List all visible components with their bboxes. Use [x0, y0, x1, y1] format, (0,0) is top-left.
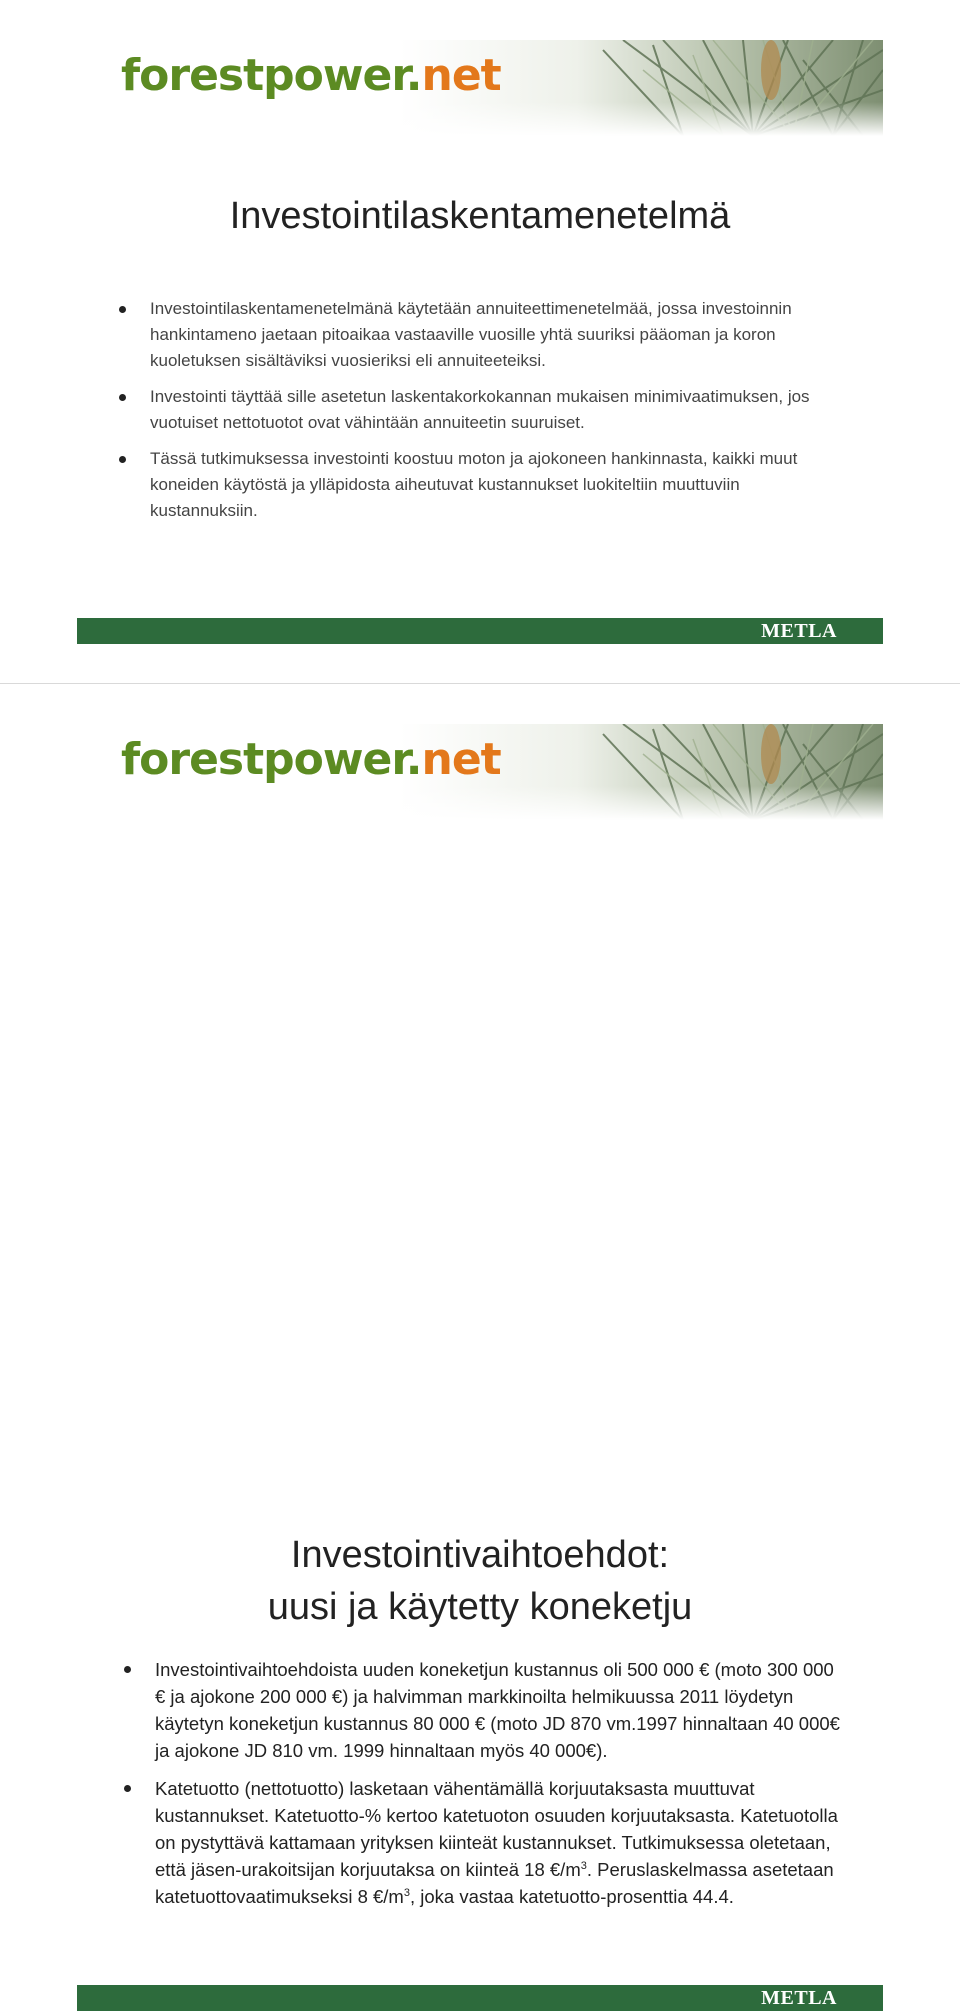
metla-logo: METLA — [761, 1987, 837, 2009]
footer-bar — [77, 1985, 883, 2011]
forestpower-logo: forestpower.net — [121, 50, 501, 101]
slide-title-line-1: Investointivaihtoehdot: — [290, 1534, 670, 1576]
slide-1 — [0, 0, 960, 683]
list-item: Investointilaskentamenetelmänä käytetään annuiteettimenetelmää, jossa investoinnin hankintameno jaetaan pitoaikaa vastaaville vuosille yhtä suuriksi pääoman ja koron kuoletuksen sisältäviksi vuosieriksi eli annuiteeteiksi. — [150, 296, 840, 374]
footer-bar — [77, 618, 883, 644]
bullet-icon — [124, 1785, 131, 1792]
slide-title: Investointilaskentamenetelmä — [229, 195, 731, 237]
bullet-icon — [119, 394, 126, 401]
bullet-icon — [119, 306, 126, 313]
list-item: Tässä tutkimuksessa investointi koostuu moton ja ajokoneen hankinnasta, kaikki muut koneiden käytöstä ja ylläpidosta aiheutuvat kustannukset luokiteltiin muuttuviin kustannuksiin. — [150, 446, 840, 524]
bullet-list — [150, 296, 840, 534]
forestpower-logo: forestpower.net — [121, 734, 501, 785]
list-item: Investointi täyttää sille asetetun laskentakorkokannan mukaisen minimivaatimuksen, jos vuotuiset nettotuotot ovat vähintään annuiteetin suuruiset. — [150, 384, 840, 436]
bullet-icon — [119, 456, 126, 463]
list-item: Katetuotto (nettotuotto) lasketaan vähentämällä korjuutaksasta muuttuvat kustannukset. Katetuotto-% kertoo katetuoton osuuden korjuutaksasta. Katetuotolla on pystyttävä kattamaan yrityksen kiinteät kustannukset. Tutkimuksessa oletetaan, että jäsen-urakoitsijan korjuutaksa on kiinteä 18 $€/m^3$. Peruslaskelmassa asetetaan katetuottovaatimukseksi 8 $€/m^3$, joka vastaa katetuotto-prosenttia 44.4. — [155, 1775, 845, 1910]
metla-logo: METLA — [761, 620, 837, 642]
slide-title-line-2: uusi ja käytetty koneketju — [267, 1586, 693, 1628]
slide-title — [0, 1529, 960, 1633]
header-banner — [77, 40, 883, 136]
list-item: Investointivaihtoehdoista uuden koneketjun kustannus oli 500 000 € (moto 300 000 € ja ajokone 200 000 €) ja halvimman markkinoilta helmikuussa 2011 löydetyn käytetyn koneketjun kustannus 80 000 € (moto JD 870 vm.1997 hinnaltaan 40 000€ ja ajokone JD 810 vm. 1999 hinnaltaan myös 40 000€). — [155, 1656, 845, 1764]
slide-2 — [0, 684, 960, 2009]
bullet-icon — [124, 1666, 131, 1673]
bullet-list — [155, 1656, 845, 1921]
header-banner — [77, 724, 883, 820]
